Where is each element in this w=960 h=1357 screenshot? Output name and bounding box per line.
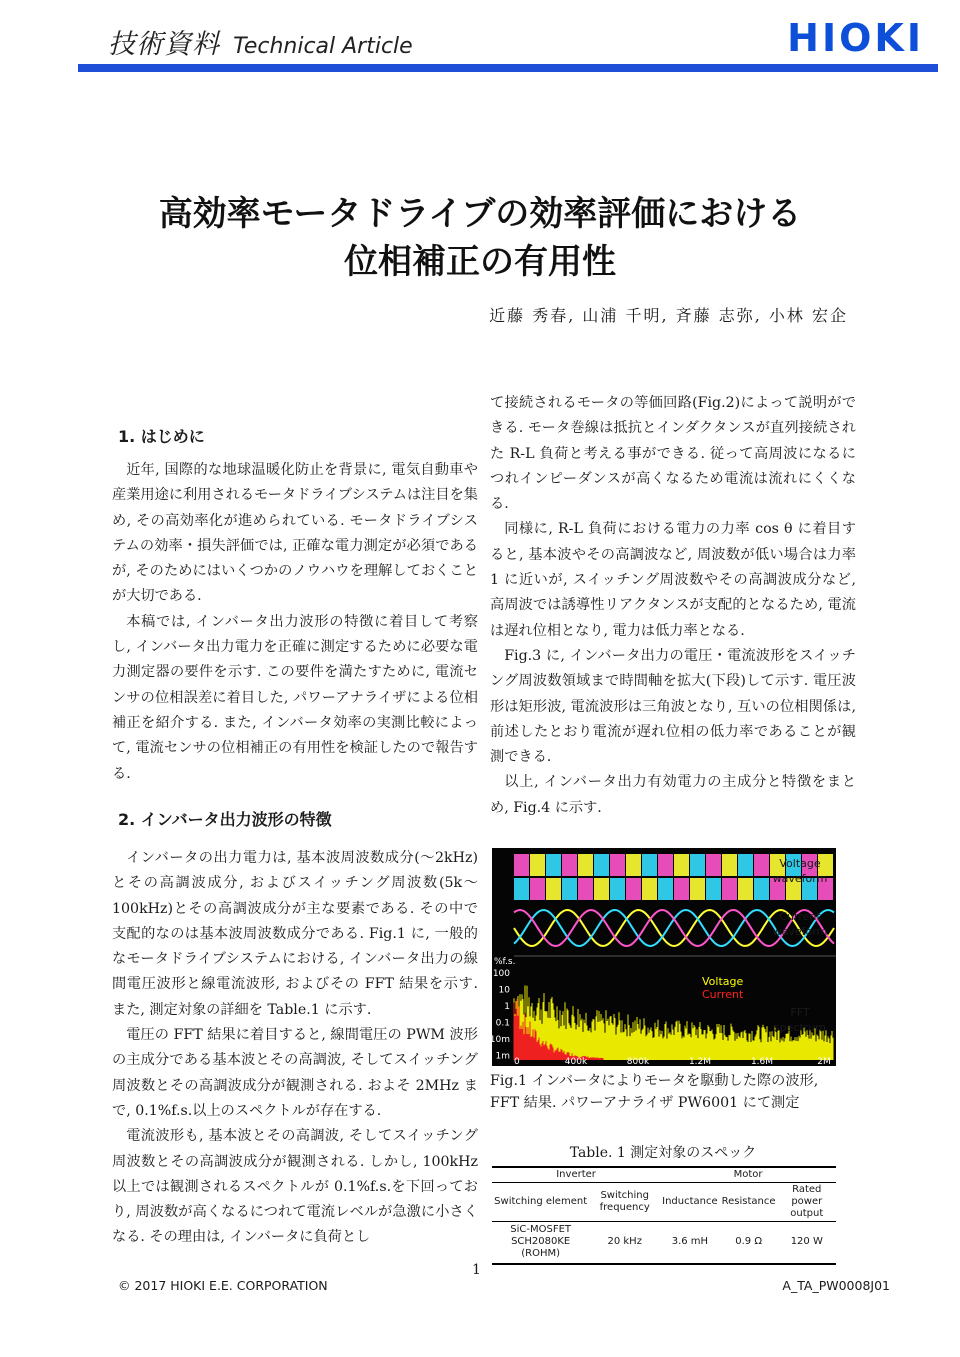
voltage-block [626,878,641,900]
voltage-block [738,878,753,900]
y-tick-label: 1m [495,1051,510,1062]
paragraph: 本稿では, インバータ出力波形の特徴に着目して考察し, インバータ出力電力を正確に測定するために必要な電力測定器の要件を示す. この要件を満たすために, 電流センサの位相誤差に着目した, パワーアナライザによる位相補正を紹介する. また, インバータ効率の実測比較によって, 電流センサの位相補正の有用性を検証したので報告する. [112,613,478,782]
voltage-block [690,854,705,876]
x-tick-label: 0 [514,1057,520,1067]
page-number: 1 [472,1262,481,1278]
paragraph: 電圧の FFT 結果に着目すると, 線間電圧の PWM 波形の主成分である基本波とその高調波, そしてスイッチング周波数とその高調波成分が観測される. およそ 2MHz まで, 0.1%f.s.以上のスペクトルが存在する. [112,1027,478,1119]
paragraph: インバータの出力電力は, 基本波周波数成分(～2kHz)とその高調波成分, およびスイッチング周波数(5k～100kHz)とその高調波成分が主な要素である. その中で支配的なのは基本波周波数成分である. Fig.1 に, 一般的なモータドライブシステムにおける, インバータ出力の線間電圧波形と線電流波形, およびその FFT 結果を示す. また, 測定対象の詳細を Table.1 に示す. [112,850,478,1018]
voltage-block [562,854,577,876]
voltage-block [722,878,737,900]
x-tick-label: 800k [626,1057,650,1067]
voltage-block [674,878,689,900]
voltage-block [610,878,625,900]
voltage-block [578,878,593,900]
voltage-block [642,854,657,876]
table-cell: 20 kHz [589,1222,660,1264]
footer-copyright: © 2017 HIOKI E.E. CORPORATION [118,1278,328,1293]
title-line-1: 高効率モータドライブの効率評価における [158,194,802,234]
page-header [0,0,960,70]
paragraph: て接続されるモータの等価回路(Fig.2)によって説明ができる. モータ巻線は抵抗とインダクタンスが直列接続された R-L 負荷と考える事ができる. 従って高周波になるにつれインピーダンスが高くなるため電流は流れにくくなる. [490,395,856,513]
voltage-block [514,878,529,900]
voltage-block [674,854,689,876]
table-cell: SiC-MOSFET SCH2080KE (ROHM) [492,1222,589,1264]
header-title-jp: 技術資料 [108,29,220,60]
title-line-2: 位相補正の有用性 [344,242,616,282]
table-cell: 0.9 Ω [720,1222,778,1264]
table-cell: 120 W [778,1222,836,1264]
paragraph: 近年, 国際的な地球温暖化防止を背景に, 電気自動車や産業用途に利用されるモータドライブシステムは注目を集め, その高効率化が進められている. モータドライブシステムの効率・損失評価では, 正確な電力測定が必須であるが, そのためにはいくつかのノウハウを理解しておくことが大切である. [112,462,478,605]
y-tick-label: 10 [498,985,510,996]
table-group-motor: Motor [660,1167,836,1183]
left-column [112,458,478,787]
voltage-block [610,854,625,876]
header-title [108,22,413,61]
y-tick-label: 10m [489,1035,510,1045]
voltage-block [642,878,657,900]
table-1-caption: Table. 1 測定対象のスペック [569,1145,757,1161]
fig-label-voltage: Voltage waveform [772,857,828,885]
voltage-block [626,854,641,876]
voltage-block [722,854,737,876]
article-title [0,190,960,286]
voltage-block [530,878,545,900]
table-header-cell: Resistance [720,1183,778,1222]
voltage-block [754,878,769,900]
y-tick-label: 0.1 [495,1018,510,1029]
table-header-cell: Switching element [492,1183,589,1222]
right-column [490,391,856,821]
hioki-logo: HIOKI [787,16,924,60]
voltage-block [562,878,577,900]
authors: 近藤 秀春, 山浦 千明, 斉藤 志弥, 小林 宏企 [489,306,848,325]
table-header-cell: Rated power output [778,1183,836,1222]
figure-1-caption: Fig.1 インバータによりモータを駆動した際の波形, FFT 結果. パワーアナライザ PW6001 にて測定 [490,1073,819,1111]
paragraph: Fig.3 に, インバータ出力の電圧・電流波形をスイッチング周波数領域まで時間軸を拡大(下段)して示す. 電圧波形は矩形波, 電流波形は三角波となり, 互いの位相関係は, 前述したとおり電流が遅れ位相の低力率であることが観測できる. [490,647,856,766]
table-header-cell: Switching frequency [589,1183,660,1222]
header-title-en: Technical Article [233,34,413,59]
section-heading-2: 2. インバータ出力波形の特徴 [118,810,332,829]
voltage-block [738,854,753,876]
voltage-block [514,854,529,876]
y-tick-label: 1 [504,1002,510,1012]
paragraph: 同様に, R-L 負荷における電力の力率 cos θ に着目すると, 基本波やその高調波など, 周波数が低い場合は力率 1 に近いが, スイッチング周波数やその高調波成分など, 高周波では誘導性リアクタンスが支配的となるため, 電流は遅れ位相となり, 電力は低力率となる. [490,521,856,639]
table-group-inverter: Inverter [492,1167,660,1183]
voltage-block [594,854,609,876]
left-column-section-2 [112,846,478,1251]
header-accent-bar [78,64,938,72]
x-tick-label: 1.2M [688,1057,712,1067]
legend-current: Current [702,988,744,1001]
legend-voltage: Voltage [702,975,744,988]
voltage-block [690,878,705,900]
paragraph: 以上, インバータ出力有効電力の主成分と特徴をまとめ, Fig.4 に示す. [490,774,856,816]
voltage-block [530,854,545,876]
x-tick-label: 400k [564,1057,588,1067]
table-header-cell: Inductance [660,1183,720,1222]
fig-label-current: Current waveform [772,910,828,938]
voltage-block [594,878,609,900]
table-cell: 3.6 mH [660,1222,720,1264]
voltage-block [546,854,561,876]
voltage-block [578,854,593,876]
fig-label-fft: FFT spectrum [773,1006,827,1034]
voltage-block [658,878,673,900]
y-tick-label: 100 [492,969,510,979]
voltage-block [658,854,673,876]
x-tick-label: 1.6M [750,1057,774,1067]
voltage-block [546,878,561,900]
section-heading-1: 1. はじめに [118,427,205,446]
voltage-block [754,854,769,876]
footer-doc-id: A_TA_PW0008J01 [782,1278,890,1293]
spec-table [492,1166,836,1265]
voltage-block [706,878,721,900]
voltage-block [706,854,721,876]
paragraph: 電流波形も, 基本波とその高調波, そしてスイッチング周波数とその高調波成分が観測される. しかし, 100kHz 以上では観測されるスペクトルが 0.1%f.s.を下回っており, 周波数が高くなるにつれて電流レベルが急激に小さくなる. その理由は, インバータに負荷とし [112,1128,478,1246]
x-tick-label: 2M [817,1057,831,1067]
y-unit-label: %f.s. [494,957,516,967]
